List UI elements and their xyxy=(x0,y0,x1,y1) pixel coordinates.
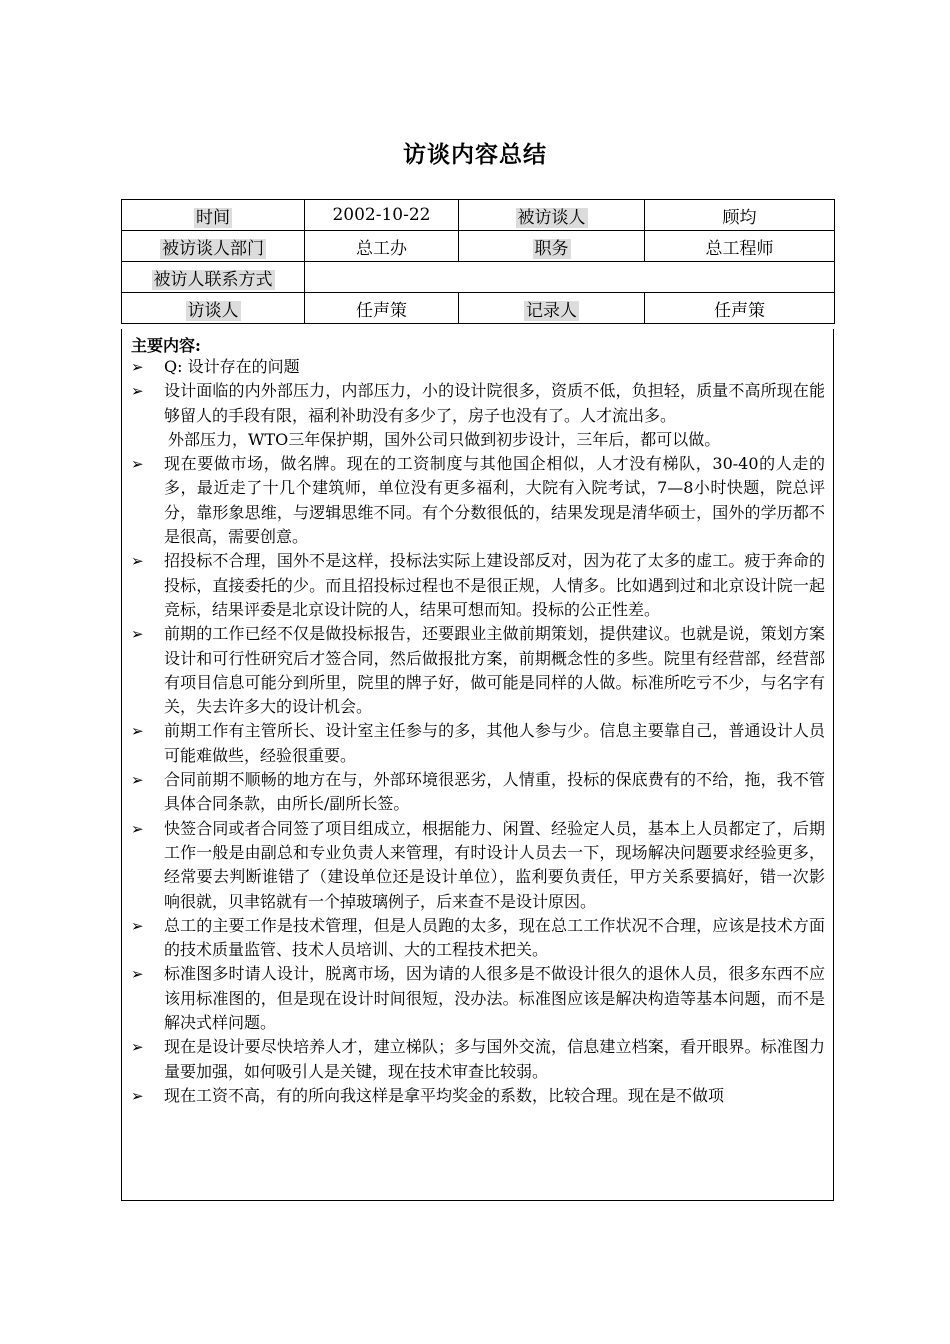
list-item-text: Q: 设计存在的问题 xyxy=(164,357,300,376)
arrow-bullet-icon: ➢ xyxy=(131,965,144,984)
interviewee-label: 被访谈人 xyxy=(517,207,586,228)
arrow-bullet-icon: ➢ xyxy=(131,358,144,376)
info-row-time xyxy=(122,200,835,231)
arrow-bullet-icon: ➢ xyxy=(131,552,144,571)
list-item-text: 前期的工作已经不仅是做投标报告，还要跟业主做前期策划，提供建议。也就是说，策划方案设计和可行性研究后才签合同，然后做报批方案，前期概念性的多些。院里有经营部，经营部有项目信息可能分到所里，院里的牌子好，做可能是同样的人做。标准所吃亏不少，与名字有关，失去许多大的设计机会。 xyxy=(164,624,825,717)
list-item xyxy=(122,379,834,428)
list-item xyxy=(122,452,834,549)
list-item xyxy=(122,355,834,379)
arrow-bullet-icon: ➢ xyxy=(131,625,144,644)
position-label: 职务 xyxy=(534,238,569,259)
list-item-text: 合同前期不顺畅的地方在与，外部环境很恶劣，人情重，投标的保底费有的不给，拖，我不管具体合同条款，由所长/副所长签。 xyxy=(164,770,825,814)
interviewer-label: 访谈人 xyxy=(187,300,239,321)
list-item xyxy=(122,768,834,817)
interviewee-label-cell xyxy=(459,200,645,231)
list-item-text: 现在是设计要尽快培养人才，建立梯队；多与国外交流，信息建立档案，看开眼界。标准图力量要加强，如何吸引人是关键，现在技术审查比较弱。 xyxy=(164,1037,825,1081)
arrow-bullet-icon: ➢ xyxy=(131,722,144,741)
list-item-text: 标准图多时请人设计，脱离市场，因为请的人很多是不做设计很久的退休人员，很多东西不应该用标准图的，但是现在设计时间很短，没办法。标准图应该是解决构造等基本问题，而不是解决式样问题。 xyxy=(164,964,825,1033)
position-label-cell xyxy=(459,231,645,262)
contact-label-cell xyxy=(122,262,305,293)
list-item xyxy=(122,622,834,719)
list-item xyxy=(122,719,834,768)
contact-value xyxy=(305,262,835,293)
list-item-text: 招投标不合理，国外不是这样，投标法实际上建设部反对，因为花了太多的虚工。疲于奔命的投标，直接委托的少。而且招投标过程也不是很正规，人情多。比如遇到过和北京设计院一起竞标，结果评委是北京设计院的人，结果可想而知。投标的公正性差。 xyxy=(164,551,825,619)
list-item xyxy=(122,914,834,963)
continuation-text: 外部压力，WTO三年保护期，国外公司只做到初步设计，三年后，都可以做。 xyxy=(168,429,721,449)
list-item xyxy=(122,549,834,622)
arrow-bullet-icon: ➢ xyxy=(131,1038,144,1057)
page-title: 访谈内容总结 xyxy=(403,142,547,168)
interviewer-label-cell xyxy=(122,293,305,324)
time-label: 时间 xyxy=(196,207,230,228)
list-item xyxy=(122,817,834,914)
recorder-label-cell xyxy=(459,293,645,324)
interviewer-value: 任声策 xyxy=(305,293,459,324)
list-item xyxy=(122,1084,834,1108)
dept-value: 总工办 xyxy=(305,231,459,262)
info-table xyxy=(121,199,835,324)
interviewee-value: 顾均 xyxy=(645,200,835,231)
arrow-bullet-icon: ➢ xyxy=(131,819,144,838)
arrow-bullet-icon: ➢ xyxy=(131,771,144,790)
info-row-contact xyxy=(122,262,835,293)
recorder-label: 记录人 xyxy=(526,300,577,321)
list-item xyxy=(122,962,834,1035)
info-row-dept xyxy=(122,231,835,262)
list-item-text: 快签合同或者合同签了项目组成立，根据能力、闲置、经验定人员，基本上人员都定了，后期工作一般是由副总和专业负责人来管理，有时设计人员去一下，现场解决问题要求经验更多， 经常要去判断谁错了（建设单位还是设计单位），监利要负责任，甲方关系要搞好，错一次影响很就，贝聿铭就有一个掉玻璃例子，后来查不是设计原因。 xyxy=(164,818,825,911)
contact-label: 被访人联系方式 xyxy=(153,269,273,290)
dept-label: 被访谈人部门 xyxy=(162,238,264,259)
list-item-text: 总工的主要工作是技术管理，但是人员跑的太多，现在总工工作状况不合理，应该是技术方面的技术质量监管、技术人员培训、大的工程技术把关。 xyxy=(164,915,825,960)
list-item-text: 现在工资不高，有的所向我这样是拿平均奖金的系数，比较合理。现在是不做项 xyxy=(164,1085,725,1105)
info-row-interviewer xyxy=(122,293,835,324)
time-value: 2002-10-22 xyxy=(305,200,459,231)
dept-label-cell xyxy=(122,231,305,262)
main-content xyxy=(121,329,834,1201)
list-item-text: 前期工作有主管所长、设计室主任参与的多，其他人参与少。信息主要靠自己，普通设计人员可能难做些，经验很重要。 xyxy=(164,721,825,765)
content-list xyxy=(122,355,834,1108)
recorder-value: 任声策 xyxy=(645,293,835,324)
arrow-bullet-icon: ➢ xyxy=(131,382,144,401)
list-item-text: 现在要做市场，做名牌。现在的工资制度与其他国企相似，人才没有梯队，30-40的人走的多，最近走了十几个建筑师，单位没有更多福利，大院有入院考试，7—8小时快题，院总评分，靠形象思维，与逻辑思维不同。有个分数很低的，结果发现是清华硕士，国外的学历都不是很高，需要创意。 xyxy=(164,454,825,547)
list-item-continuation xyxy=(122,428,834,452)
arrow-bullet-icon: ➢ xyxy=(131,916,144,935)
list-item-text: 设计面临的内外部压力，内部压力，小的设计院很多，资质不低，负担轻，质量不高所现在能够留人的手段有限，福利补助没有多少了，房子也没有了。人才流出多。 xyxy=(164,381,825,425)
arrow-bullet-icon: ➢ xyxy=(131,455,144,474)
time-label-cell xyxy=(122,200,305,231)
arrow-bullet-icon: ➢ xyxy=(131,1086,144,1105)
position-value: 总工程师 xyxy=(645,231,835,262)
main-content-label: 主要内容: xyxy=(131,336,201,355)
list-item xyxy=(122,1035,834,1084)
